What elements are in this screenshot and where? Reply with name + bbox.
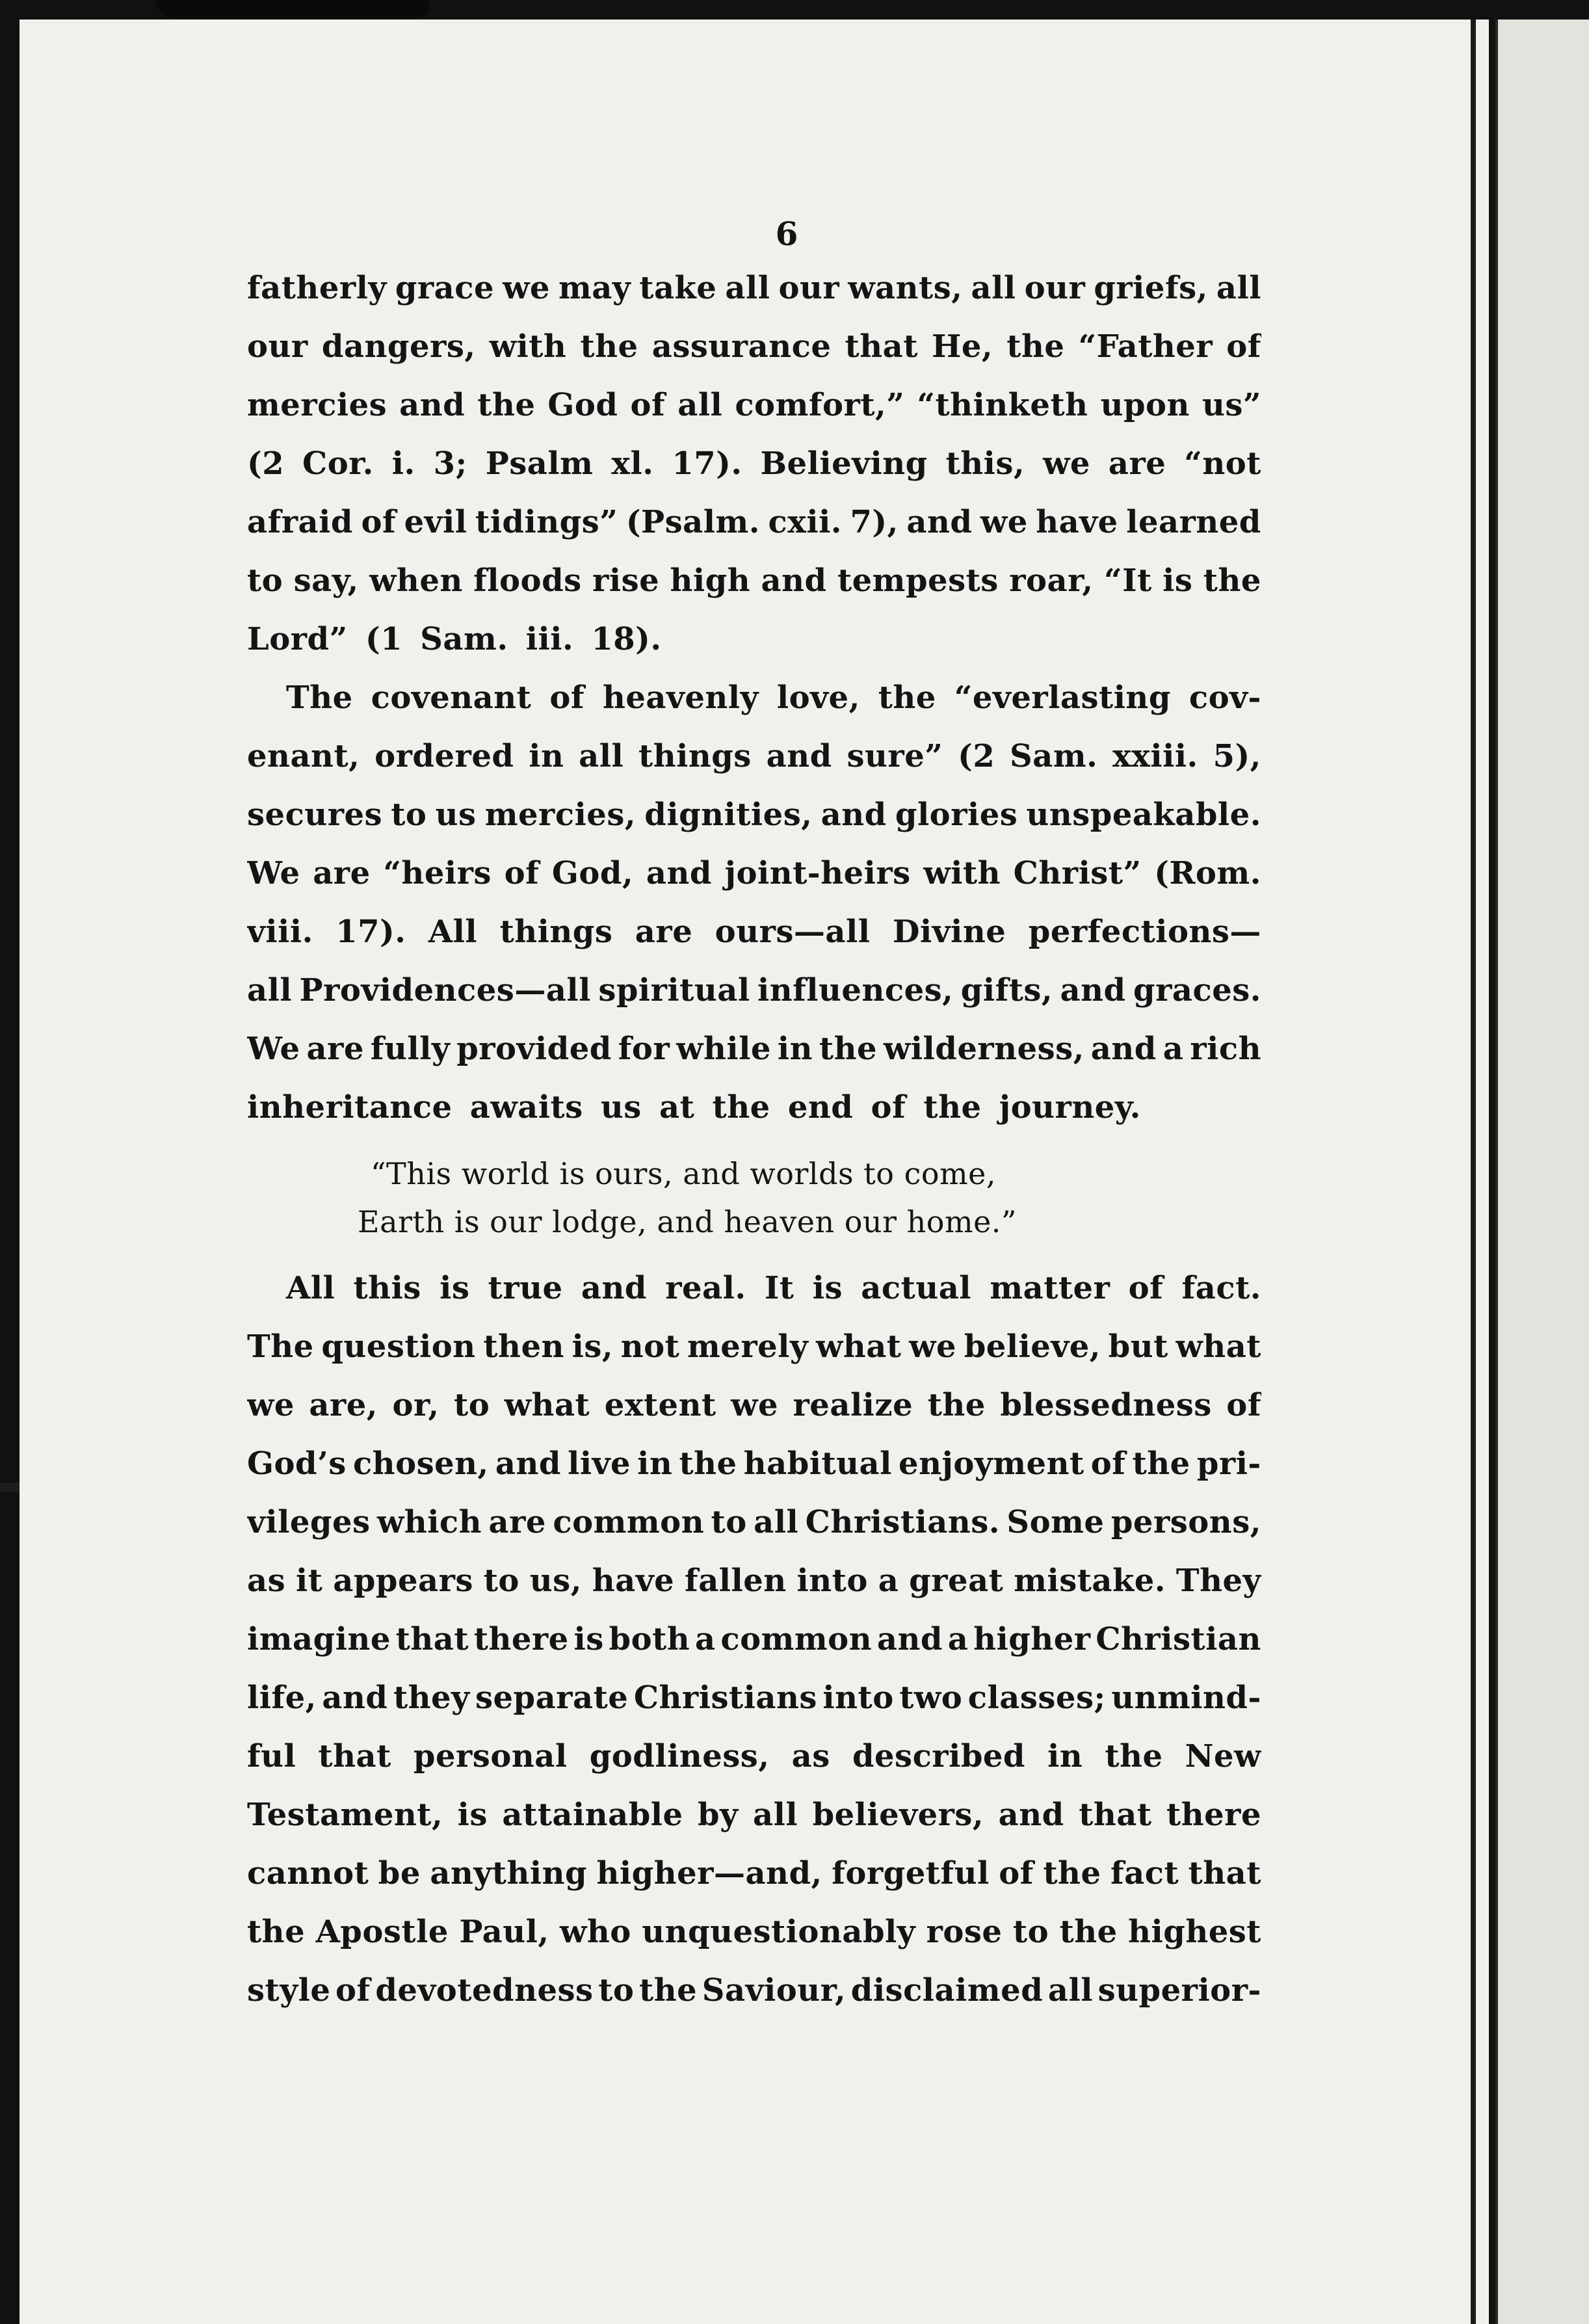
text-line: viii. 17). All things are ours—all Divine perfections—: [247, 914, 1261, 950]
text-line: (2 Cor. i. 3; Psalm xl. 17). Believing this, we are “not: [247, 445, 1261, 482]
paragraph-group-1: [247, 259, 1261, 1137]
text-line: All this is true and real. It is actual matter of fact.: [286, 1270, 1261, 1306]
page-gutter-line: [1471, 20, 1476, 2324]
text-line: all Providences—all spiritual influences, gifts, and graces.: [247, 972, 1261, 1009]
text-line: cannot be anything higher—and, forgetful of the fact that: [247, 1855, 1261, 1892]
edge-mark: [0, 1483, 20, 1492]
text-line: afraid of evil tidings” (Psalm. cxii. 7), and we have learned: [247, 504, 1261, 540]
text-line: inheritance awaits us at the end of the journey.: [247, 1089, 1141, 1126]
text-line: mercies and the God of all comfort,” “thinketh upon us”: [247, 387, 1261, 423]
body-text: [247, 259, 1261, 2020]
text-line: The covenant of heavenly love, the “everlasting cov-: [286, 680, 1261, 716]
text-line: as it appears to us, have fallen into a great mistake. They: [247, 1563, 1261, 1599]
text-line: secures to us mercies, dignities, and glories unspeakable.: [247, 797, 1261, 833]
text-line: enant, ordered in all things and sure” (2 Sam. xxiii. 5),: [247, 738, 1261, 774]
text-line: life, and they separate Christians into two classes; unmind-: [247, 1680, 1261, 1716]
text-line: vileges which are common to all Christians. Some persons,: [247, 1504, 1261, 1540]
text-line: our dangers, with the assurance that He, the “Father of: [247, 328, 1261, 365]
text-line: We are “heirs of God, and joint-heirs with Christ” (Rom.: [247, 855, 1261, 891]
text-line: fatherly grace we may take all our wants, all our griefs, all: [247, 270, 1261, 306]
text-line: the Apostle Paul, who unquestionably rose to the highest: [247, 1914, 1261, 1950]
text-line: We are fully provided for while in the wilderness, and a rich: [247, 1031, 1261, 1067]
text-line: Lord” (1 Sam. iii. 18).: [247, 621, 662, 657]
text-line: Testament, is attainable by all believers, and that there: [247, 1797, 1261, 1833]
text-line: to say, when floods rise high and tempests roar, “It is the: [247, 562, 1261, 599]
text-line: ful that personal godliness, as described in the New: [247, 1738, 1261, 1775]
text-line: imagine that there is both a common and a higher Christian: [247, 1621, 1261, 1657]
text-line: we are, or, to what extent we realize the blessedness of: [247, 1387, 1261, 1423]
verse-line: “This world is ours, and worlds to come,: [371, 1156, 996, 1191]
text-line: The question then is, not merely what we believe, but what: [247, 1328, 1261, 1365]
ink-blot: [156, 0, 429, 18]
paragraph-group-2: [247, 1259, 1261, 2020]
text-line: style of devotedness to the Saviour, disclaimed all superior-: [247, 1972, 1261, 2009]
text-line: God’s chosen, and live in the habitual enjoyment of the pri-: [247, 1446, 1261, 1482]
adjacent-page-edge: [1495, 20, 1589, 2324]
verse-line: Earth is our lodge, and heaven our home.”: [358, 1204, 1017, 1239]
page-number: 6: [775, 215, 798, 253]
